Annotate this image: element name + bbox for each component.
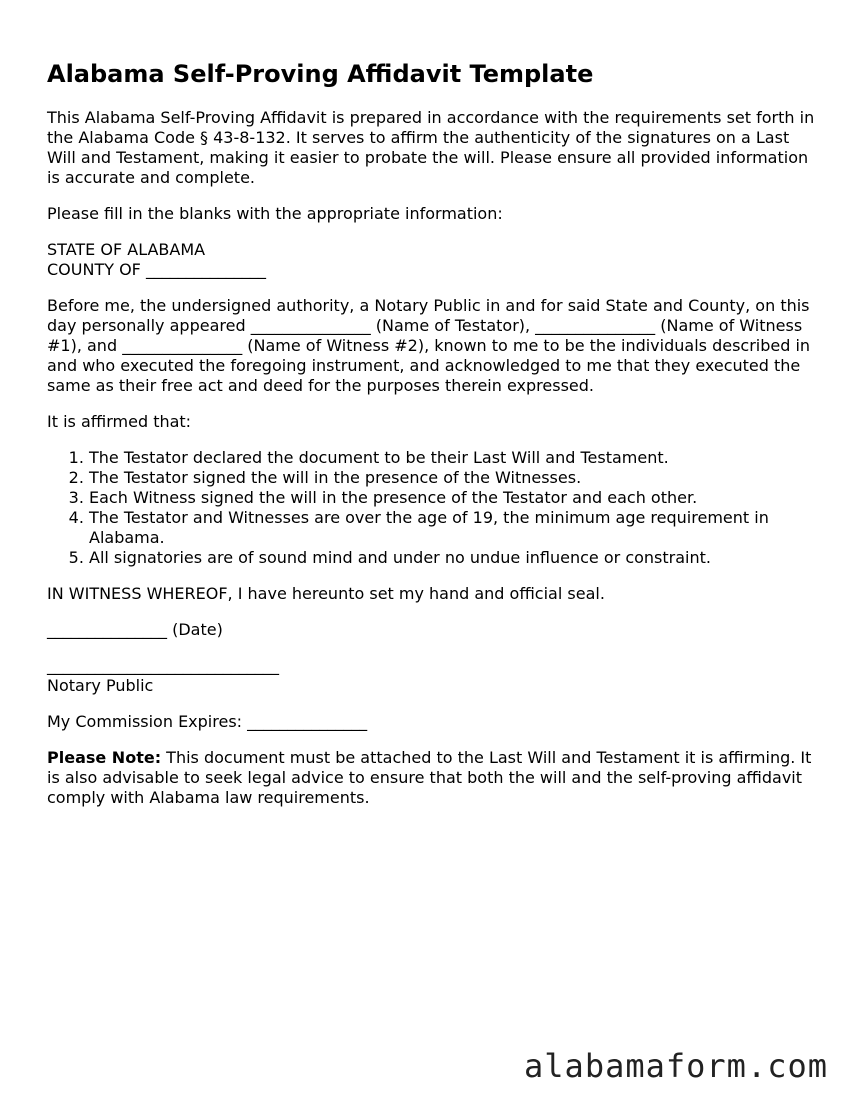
venue-block <box>47 240 817 280</box>
site-watermark: alabamaform.com <box>524 1047 828 1085</box>
county-line: COUNTY OF _______________ <box>47 260 266 279</box>
list-item: 2. The Testator signed the will in the presence of the Witnesses. <box>89 468 817 488</box>
note-text: This document must be attached to the Last Will and Testament it is affirming. It is also advisable to seek legal advice to ensure that both the will and the self-proving affidavit comply with Alabama law requirements. <box>47 748 812 807</box>
list-item: 1. The Testator declared the document to be their Last Will and Testament. <box>89 448 817 468</box>
list-item: 4. The Testator and Witnesses are over the age of 19, the minimum age requirement in Alabama. <box>89 508 817 548</box>
list-item: 3. Each Witness signed the will in the presence of the Testator and each other. <box>89 488 817 508</box>
date-line: _______________ (Date) <box>47 620 223 639</box>
intro-paragraph: This Alabama Self-Proving Affidavit is prepared in accordance with the requirements set forth in the Alabama Code § 43-8-132. It serves to affirm the authenticity of the signatures on a Last Will and Testament, making it easier to probate the will. Please ensure all provided information is accurate and complete. <box>47 108 815 187</box>
witness-whereof: IN WITNESS WHEREOF, I have hereunto set my hand and official seal. <box>47 584 605 603</box>
notary-signature-block <box>47 656 817 696</box>
note-paragraph <box>47 748 817 808</box>
state-line: STATE OF ALABAMA <box>47 240 206 259</box>
appearance-paragraph: Before me, the undersigned authority, a Notary Public in and for said State and County, on this day personally appeared _______________ (Name of Testator), _______________ (Name of Witness #1), and _______________ (Name of Witness #2), known to me to be the individuals described in and who executed the foregoing instrument, and acknowledged to me that they executed the same as their free act and deed for the purposes therein expressed. <box>47 296 811 395</box>
note-label: Please Note: <box>47 748 162 767</box>
affirmations-list <box>47 448 817 568</box>
notary-signature-line: _____________________________ <box>47 656 279 675</box>
affirmed-intro: It is affirmed that: <box>47 412 192 431</box>
list-item: 5. All signatories are of sound mind and under no undue influence or constraint. <box>89 548 817 568</box>
document-title: Alabama Self-Proving Affidavit Template <box>47 60 594 88</box>
document-page <box>47 58 817 824</box>
notary-label: Notary Public <box>47 676 154 695</box>
instruction-paragraph: Please fill in the blanks with the appropriate information: <box>47 204 503 223</box>
commission-line: My Commission Expires: _______________ <box>47 712 368 731</box>
